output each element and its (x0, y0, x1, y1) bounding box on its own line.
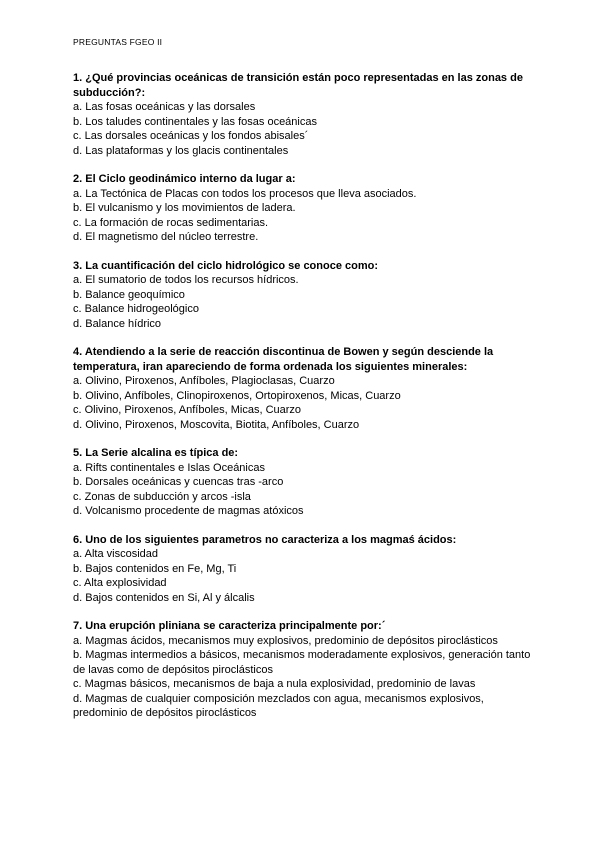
answer-option: c. Zonas de subducción y arcos -isla (73, 490, 251, 503)
answer-option: c. Olivino, Piroxenos, Anfíboles, Micas, Cuarzo (73, 404, 302, 416)
answer-option: a. La Tectónica de Placas con todos los procesos que lleva asociados. (73, 187, 417, 200)
answer-option: c. Las dorsales oceánicas y los fondos abisales´ (73, 130, 309, 142)
answer-option: b. Olivino, Anfíboles, Clinopiroxenos, Ortopiroxenos, Micas, Cuarzo (73, 389, 401, 402)
answer-option: b. Bajos contenidos en Fe, Mg, Ti (73, 562, 237, 575)
question-title: 7. Una erupción pliniana se caracteriza principalmente por:´ (73, 620, 386, 632)
question-2 (73, 172, 533, 245)
question-title: 5. La Serie alcalina es típica de: (73, 447, 239, 459)
answer-option: a. El sumatorio de todos los recursos hídricos. (73, 274, 299, 286)
question-4 (73, 345, 533, 432)
question-title: 6. Uno de los siguientes parametros no caracteriza a los magmaś ácidos: (73, 533, 457, 546)
answer-option: b. Los taludes continentales y las fosas oceánicas (73, 115, 317, 128)
questions-list (73, 71, 533, 735)
answer-option: b. Balance geoquímico (73, 288, 185, 301)
answer-option: b. El vulcanismo y los movimientos de ladera. (73, 202, 296, 214)
question-title: 1. ¿Qué provincias oceánicas de transición están poco representadas en las zonas de subducción?: (73, 72, 523, 99)
answer-option: b. Dorsales oceánicas y cuencas tras -arco (73, 476, 284, 488)
question-5 (73, 446, 533, 519)
answer-option: d. El magnetismo del núcleo terrestre. (73, 231, 259, 243)
answer-option: a. Las fosas oceánicas y las dorsales (73, 101, 256, 113)
answer-option: a. Olivino, Piroxenos, Anfíboles, Plagioclasas, Cuarzo (73, 375, 335, 387)
answer-option: c. Balance hidrogeológico (73, 303, 199, 315)
answer-option: d. Volcanismo procedente de magmas atóxicos (73, 505, 304, 517)
document-header: PREGUNTAS FGEO II (73, 37, 163, 47)
answer-option: c. Alta explosividad (73, 577, 167, 589)
answer-option: d. Olivino, Piroxenos, Moscovita, Biotita, Anfíboles, Cuarzo (73, 418, 360, 431)
answer-option: c. Magmas básicos, mecanismos de baja a nula explosividad, predominio de lavas (73, 678, 476, 690)
question-title: 4. Atendiendo a la serie de reacción discontinua de Bowen y según desciende la temperatura, iran apareciendo de forma ordenada los siguientes minerales: (73, 346, 494, 373)
answer-option: d. Balance hídrico (73, 317, 162, 330)
answer-option: a. Rifts continentales e Islas Oceánicas (73, 461, 265, 474)
question-3 (73, 259, 533, 332)
answer-option: b. Magmas intermedios a básicos, mecanismos moderadamente explosivos, generación tanto de lavas como de depósitos piroclásticos (73, 649, 531, 676)
answer-option: c. La formación de rocas sedimentarias. (73, 216, 269, 229)
answer-option: a. Alta viscosidad (73, 548, 158, 560)
answer-option: d. Magmas de cualquier composición mezclados con agua, mecanismos explosivos, predominio de depósitos piroclásticos (73, 692, 484, 719)
question-7 (73, 619, 533, 721)
question-title: 3. La cuantificación del ciclo hidrológico se conoce como: (73, 259, 379, 272)
question-title: 2. El Ciclo geodinámico interno da lugar a: (73, 173, 296, 185)
answer-option: a. Magmas ácidos, mecanismos muy explosivos, predominio de depósitos piroclásticos (73, 634, 498, 647)
question-6 (73, 533, 533, 606)
question-1 (73, 71, 533, 158)
answer-option: d. Bajos contenidos en Si, Al y álcalis (73, 591, 255, 604)
answer-option: d. Las plataformas y los glacis continentales (73, 144, 289, 157)
